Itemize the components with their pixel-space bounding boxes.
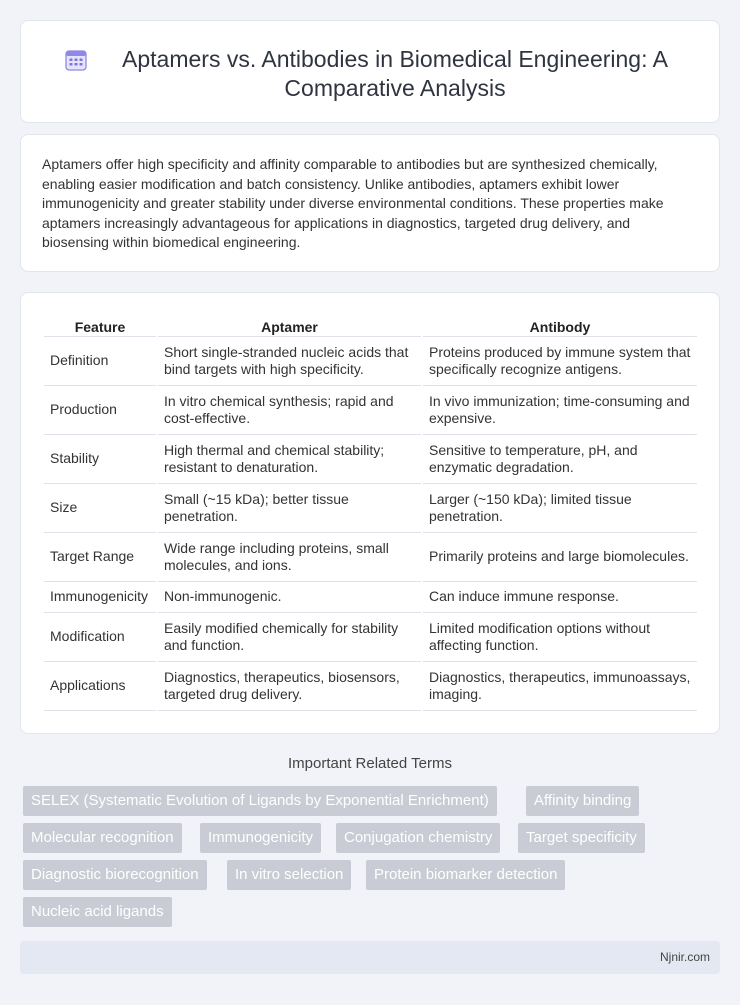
aptamer-cell: Diagnostics, therapeutics, biosensors, targeted drug delivery. xyxy=(158,662,421,711)
table-row xyxy=(44,435,697,484)
antibody-cell: Can induce immune response. xyxy=(423,582,697,613)
table-row xyxy=(44,662,697,711)
aptamer-cell: Wide range including proteins, small molecules, and ions. xyxy=(158,533,421,582)
related-term-tag[interactable]: In vitro selection xyxy=(227,860,351,890)
footer-site-link[interactable]: Njnir.com xyxy=(659,950,710,964)
related-term-tag[interactable]: Protein biomarker detection xyxy=(366,860,565,890)
intro-paragraph: Aptamers offer high specificity and affinity comparable to antibodies but are synthesized chemically, enabling easier modification and batch consistency. Unlike antibodies, aptamers exhibit lower immunogenicity and greater stability under diverse environmental conditions. These properties make aptamers increasingly advantageous for applications in diagnostics, targeted drug delivery, and biosensing within biomedical engineering. xyxy=(42,156,664,250)
feature-cell: Stability xyxy=(44,435,156,484)
table-row xyxy=(44,582,697,613)
table-row xyxy=(44,386,697,435)
antibody-cell: Primarily proteins and large biomolecules. xyxy=(423,533,697,582)
antibody-cell: In vivo immunization; time-consuming and expensive. xyxy=(423,386,697,435)
table-header-row xyxy=(44,315,697,337)
related-term-tag[interactable]: Nucleic acid ligands xyxy=(23,897,172,927)
aptamer-cell: High thermal and chemical stability; resistant to denaturation. xyxy=(158,435,421,484)
related-term-tag[interactable]: Affinity binding xyxy=(526,786,639,816)
table-row xyxy=(44,337,697,386)
antibody-cell: Larger (~150 kDa); limited tissue penetration. xyxy=(423,484,697,533)
feature-cell: Target Range xyxy=(44,533,156,582)
table-row xyxy=(44,484,697,533)
antibody-cell: Diagnostics, therapeutics, immunoassays, imaging. xyxy=(423,662,697,711)
intro-card xyxy=(20,134,720,272)
feature-cell: Applications xyxy=(44,662,156,711)
antibody-cell: Proteins produced by immune system that specifically recognize antigens. xyxy=(423,337,697,386)
feature-cell: Immunogenicity xyxy=(44,582,156,613)
table-row xyxy=(44,533,697,582)
related-term-tag[interactable]: Conjugation chemistry xyxy=(336,823,500,853)
feature-cell: Size xyxy=(44,484,156,533)
header-antibody: Antibody xyxy=(423,315,697,337)
title-card xyxy=(20,20,720,123)
related-term-tag[interactable]: Target specificity xyxy=(518,823,645,853)
related-term-tag[interactable]: SELEX (Systematic Evolution of Ligands by Exponential Enrichment) xyxy=(23,786,497,816)
header-aptamer: Aptamer xyxy=(158,315,421,337)
antibody-cell: Limited modification options without affecting function. xyxy=(423,613,697,662)
aptamer-cell: Easily modified chemically for stability and function. xyxy=(158,613,421,662)
header-feature: Feature xyxy=(44,315,156,337)
comparison-table xyxy=(42,315,699,711)
page-title: Aptamers vs. Antibodies in Biomedical Engineering: A Comparative Analysis xyxy=(122,46,668,101)
feature-cell: Definition xyxy=(44,337,156,386)
related-term-tag[interactable]: Molecular recognition xyxy=(23,823,182,853)
table-row xyxy=(44,613,697,662)
related-term-tag[interactable]: Diagnostic biorecognition xyxy=(23,860,207,890)
antibody-cell: Sensitive to temperature, pH, and enzymatic degradation. xyxy=(423,435,697,484)
footer-bar xyxy=(20,941,720,974)
related-term-tag[interactable]: Immunogenicity xyxy=(200,823,321,853)
aptamer-cell: Non-immunogenic. xyxy=(158,582,421,613)
feature-cell: Production xyxy=(44,386,156,435)
aptamer-cell: In vitro chemical synthesis; rapid and cost-effective. xyxy=(158,386,421,435)
comparison-table-card xyxy=(20,292,720,734)
aptamer-cell: Small (~15 kDa); better tissue penetration. xyxy=(158,484,421,533)
feature-cell: Modification xyxy=(44,613,156,662)
related-terms-heading: Important Related Terms xyxy=(288,755,452,772)
aptamer-cell: Short single-stranded nucleic acids that bind targets with high specificity. xyxy=(158,337,421,386)
